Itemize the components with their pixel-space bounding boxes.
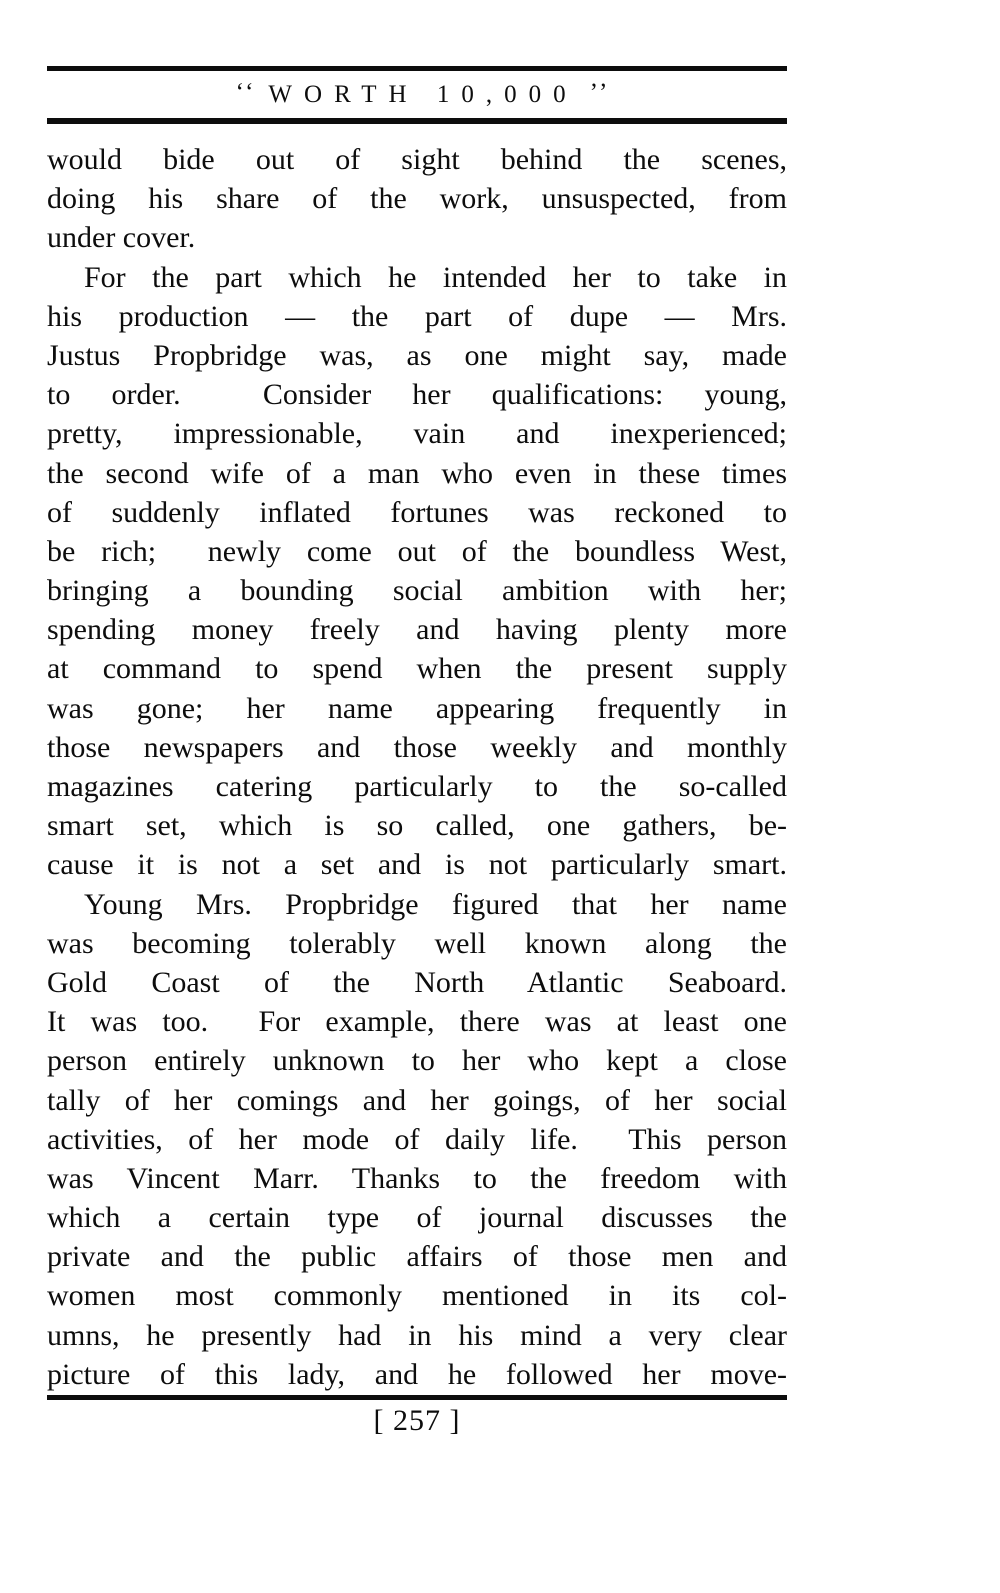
text-line: at command to spend when the present supply bbox=[47, 652, 787, 686]
header-title-text: WORTH 10,000 bbox=[268, 80, 578, 108]
text-line: smart set, which is so called, one gathers, be- bbox=[47, 809, 787, 843]
text-line: was gone; her name appearing frequently in bbox=[47, 691, 787, 725]
text-line: private and the public affairs of those men and bbox=[47, 1240, 787, 1274]
text-line: to order. Consider her qualifications: young, bbox=[47, 378, 787, 412]
text-line: Young Mrs. Propbridge figured that her name bbox=[84, 887, 787, 921]
header-bottom-rule bbox=[47, 118, 787, 124]
text-line: which a certain type of journal discusses the bbox=[47, 1201, 787, 1235]
footer-rule bbox=[47, 1395, 787, 1400]
text-line: Gold Coast of the North Atlantic Seaboard. bbox=[47, 965, 787, 999]
text-line: Justus Propbridge was, as one might say, made bbox=[47, 338, 787, 372]
text-line: be rich; newly come out of the boundless West, bbox=[47, 534, 787, 568]
text-line: spending money freely and having plenty more bbox=[47, 613, 787, 647]
text-line: doing his share of the work, unsuspected, from bbox=[47, 182, 787, 216]
text-line: tally of her comings and her goings, of her social bbox=[47, 1083, 787, 1117]
close-quotes-glyph: ’’ bbox=[589, 78, 611, 106]
text-line: cause it is not a set and is not particularly smart. bbox=[47, 848, 787, 882]
text-line: the second wife of a man who even in these times bbox=[47, 456, 787, 490]
text-line: bringing a bounding social ambition with her; bbox=[47, 574, 787, 608]
text-line: person entirely unknown to her who kept a close bbox=[47, 1044, 787, 1078]
text-line: activities, of her mode of daily life. This person bbox=[47, 1122, 787, 1156]
body-text bbox=[47, 140, 787, 1394]
text-line: For the part which he intended her to take in bbox=[84, 260, 787, 294]
text-line: pretty, impressionable, vain and inexperienced; bbox=[47, 417, 787, 451]
text-line: would bide out of sight behind the scenes, bbox=[47, 143, 787, 176]
running-head bbox=[47, 66, 787, 124]
text-line: his production — the part of dupe — Mrs. bbox=[47, 299, 787, 333]
text-line: picture of this lady, and he followed her move- bbox=[47, 1357, 787, 1391]
text-line: was becoming tolerably well known along the bbox=[47, 926, 787, 960]
text-line: It was too. For example, there was at least one bbox=[47, 1005, 787, 1039]
text-line: was Vincent Marr. Thanks to the freedom with bbox=[47, 1161, 787, 1195]
text-line: under cover. bbox=[47, 221, 196, 255]
page-footer bbox=[47, 1395, 787, 1441]
text-line: umns, he presently had in his mind a very clear bbox=[47, 1318, 787, 1352]
page-number: [ 257 ] bbox=[373, 1404, 461, 1437]
text-line: magazines catering particularly to the so-called bbox=[47, 770, 787, 803]
text-line: women most commonly mentioned in its col- bbox=[47, 1279, 787, 1313]
page-header-title bbox=[47, 71, 787, 118]
text-line: of suddenly inflated fortunes was reckoned to bbox=[47, 495, 787, 529]
text-line: those newspapers and those weekly and monthly bbox=[47, 730, 787, 764]
open-quotes-glyph: ‘‘ bbox=[235, 78, 257, 106]
